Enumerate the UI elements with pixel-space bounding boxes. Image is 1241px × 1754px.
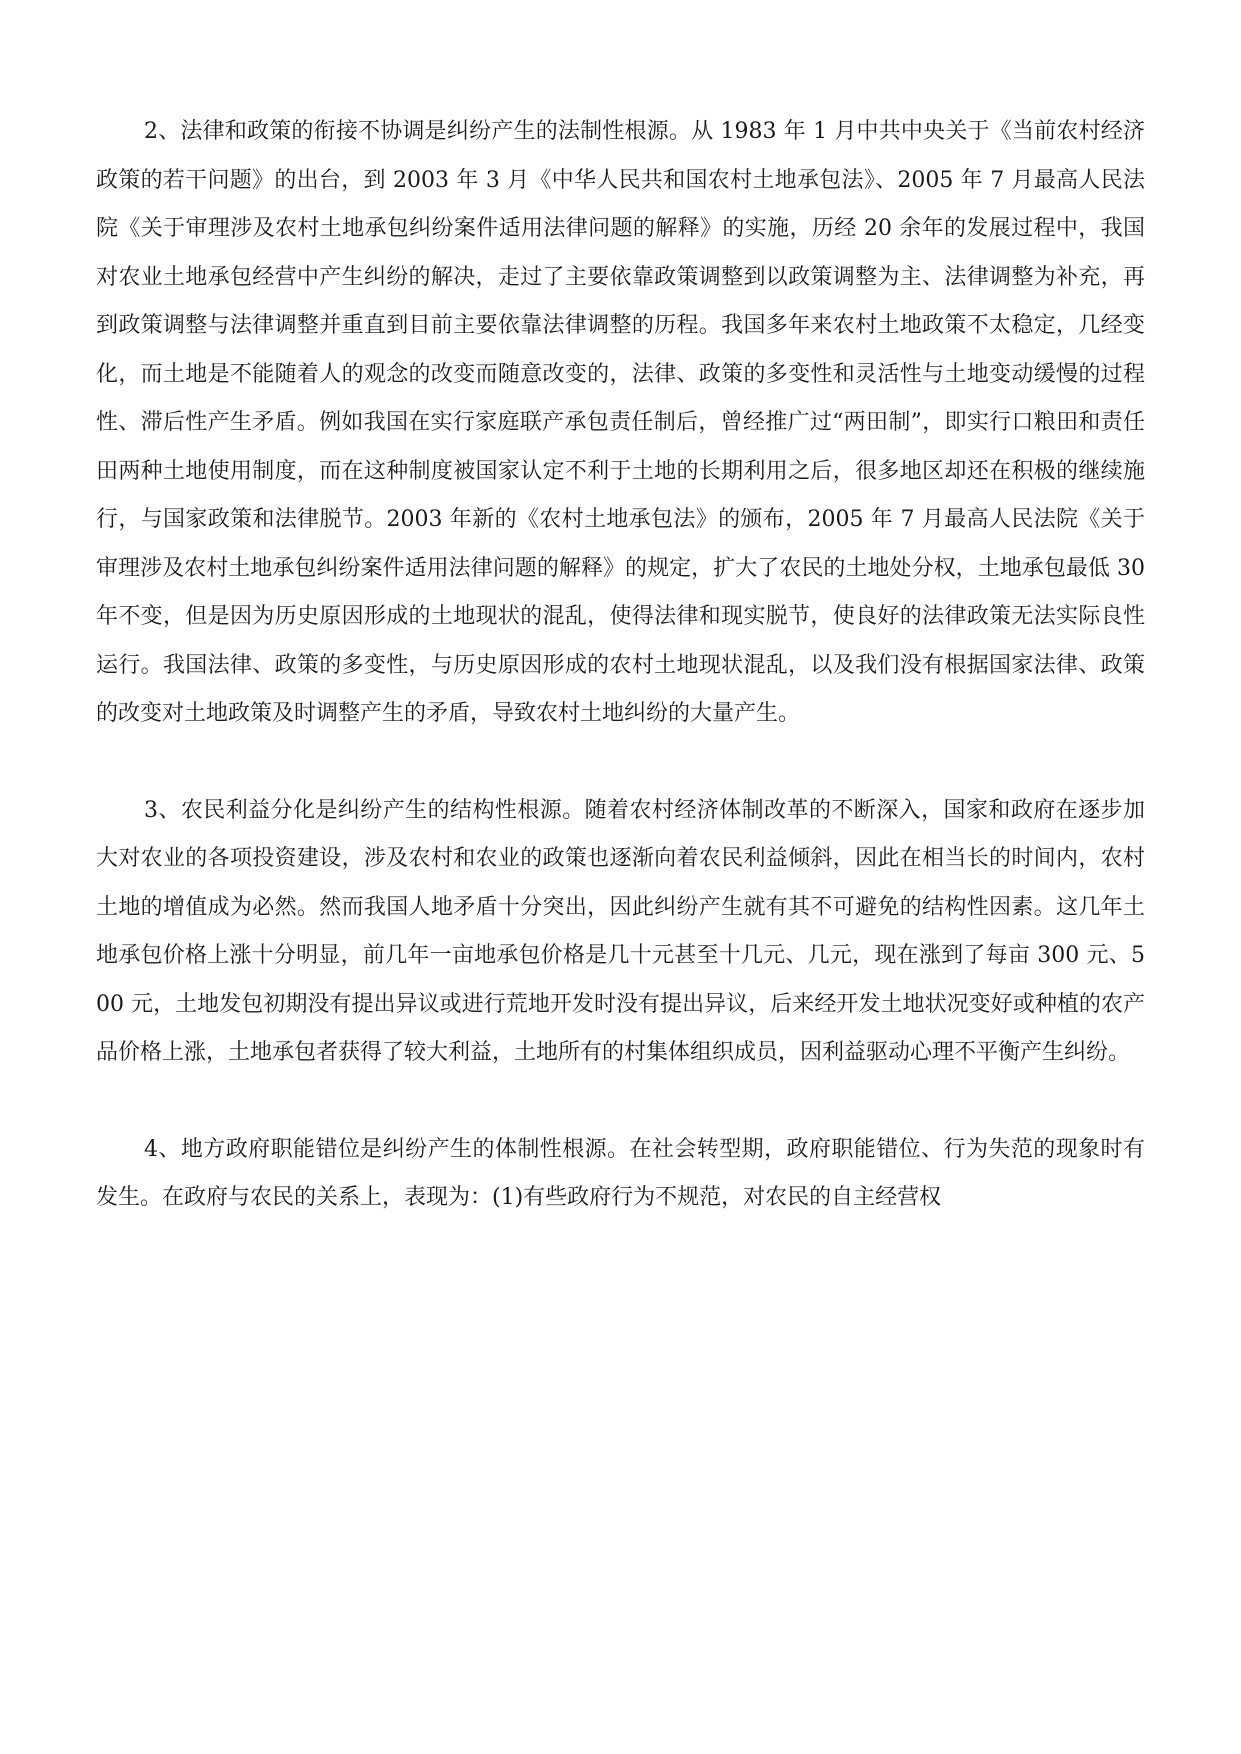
paragraph-local-government-role: 4、地方政府职能错位是纠纷产生的体制性根源。在社会转型期，政府职能错位、行为失范的现象时有发生。在政府与农民的关系上，表现为：(1)有些政府行为不规范，对农民的自主经营权 [96, 1136, 1145, 1210]
paragraph-legal-policy-conflict: 2、法律和政策的衔接不协调是纠纷产生的法制性根源。从 1983 年 1 月中共中央关于《当前农村经济政策的若干问题》的出台，到 2003 年 3 月《中华人民共和国农村土地承包法》、2005 年 7 月最高人民法院《关于审理涉及农村土地承包纠纷案件适用法律问题的解释》的实施，历经 20 余年的发展过程中，我国对农业土地承包经营中产生纠纷的解决，走过了主要依靠政策调整到以政策调整为主、法律调整为补充，再到政策调整与法律调整并重直到目前主要依靠法律调整的历程。我国多年来农村土地政策不太稳定，几经变化，而土地是不能随着人的观念的改变而随意改变的，法律、政策的多变性和灵活性与土地变动缓慢的过程性、滞后性产生矛盾。例如我国在实行家庭联产承包责任制后，曾经推广过“两田制”，即实行口粮田和责任田两种土地使用制度，而在这种制度被国家认定不利于土地的长期利用之后，很多地区却还在积极的继续施行，与国家政策和法律脱节。2003 年新的《农村土地承包法》的颁布，2005 年 7 月最高人民法院《关于审理涉及农村土地承包纠纷案件适用法律问题的解释》的规定，扩大了农民的土地处分权，土地承包最低 30 年不变，但是因为历史原因形成的土地现状的混乱，使得法律和现实脱节，使良好的法律政策无法实际良性运行。我国法律、政策的多变性，与历史原因形成的农村土地现状混乱，以及我们没有根据国家法律、政策的改变对土地政策及时调整产生的矛盾，导致农村土地纠纷的大量产生。 [96, 119, 1145, 726]
paragraph-farmer-interest-divergence: 3、农民利益分化是纠纷产生的结构性根源。随着农村经济体制改革的不断深入，国家和政府在逐步加大对农业的各项投资建设，涉及农村和农业的政策也逐渐向着农民利益倾斜，因此在相当长的时间内，农村土地的增值成为必然。然而我国人地矛盾十分突出，因此纠纷产生就有其不可避免的结构性因素。这几年土地承包价格上涨十分明显，前几年一亩地承包价格是几十元甚至十几元、几元，现在涨到了每亩 300 元、500 元，土地发包初期没有提出异议或进行荒地开发时没有提出异议，后来经开发土地状况变好或种植的农产品价格上涨，土地承包者获得了较大利益，土地所有的村集体组织成员，因利益驱动心理不平衡产生纠纷。 [96, 797, 1145, 1065]
